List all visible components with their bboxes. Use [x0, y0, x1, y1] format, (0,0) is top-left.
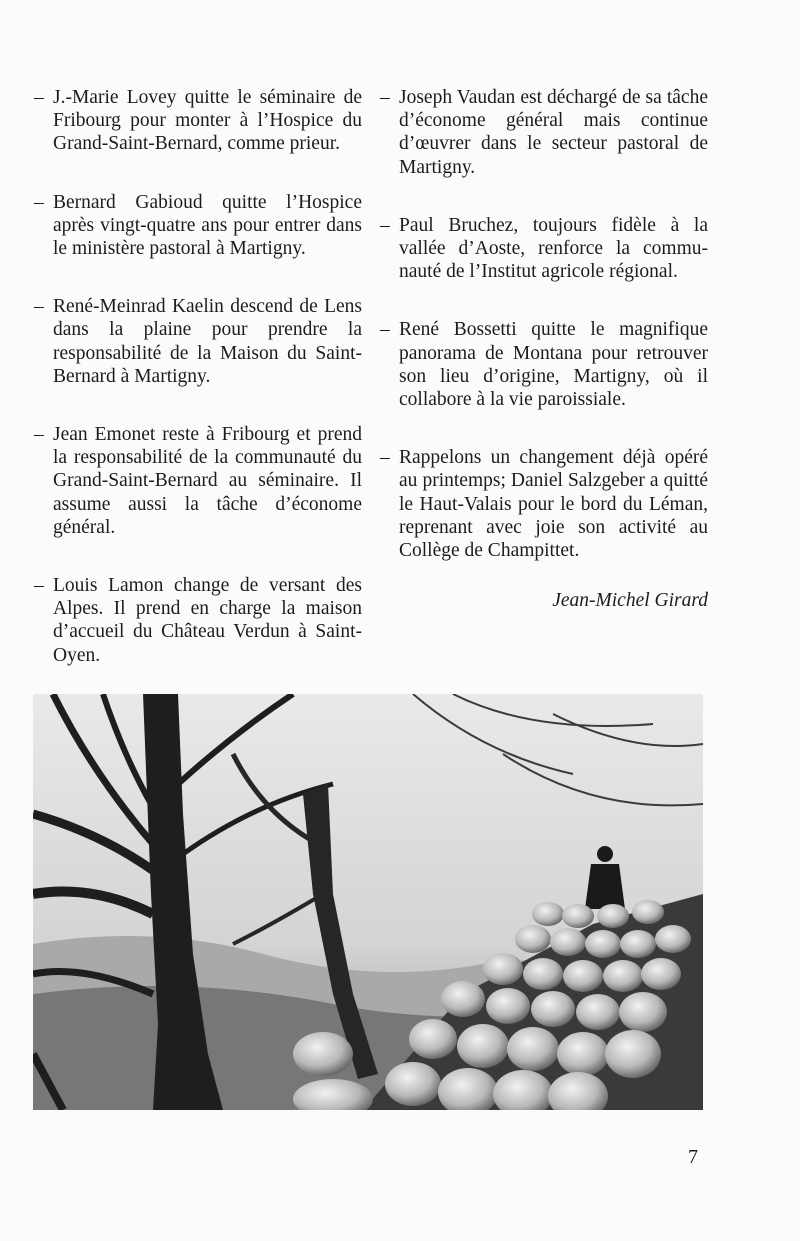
shepherd-sheep-photo — [33, 694, 703, 1110]
item-text: Jean Emonet reste à Fribourg et prend la responsabilité de la communauté du Grand-Saint-Bernard au séminaire. Il assume aussi la tâche d’économe général. — [53, 424, 362, 538]
page-number: 7 — [688, 1146, 698, 1168]
item-text: Louis Lamon change de versant des Alpes. Il prend en charge la maison d’accueil du Château Verdun à Saint-Oyen. — [53, 575, 362, 666]
left-column — [34, 86, 362, 702]
photo-illustration — [33, 694, 703, 1110]
list-item — [34, 86, 362, 156]
list-item — [380, 214, 708, 284]
right-column — [380, 86, 708, 612]
list-item — [380, 318, 708, 411]
item-dash: – — [380, 447, 390, 469]
list-item — [380, 86, 708, 179]
item-dash: – — [380, 214, 390, 236]
item-dash: – — [380, 87, 390, 108]
item-text: René Bossetti quitte le magnifique panorama de Montana pour retrouver son lieu d’origine, Martigny, où il collabore à la vie paroissiale. — [399, 319, 708, 411]
list-item — [34, 191, 362, 261]
item-text: J.-Marie Lovey quitte le séminaire de Fribourg pour monter à l’Hospice du Grand-Saint-Bernard, comme prieur. — [53, 87, 362, 155]
item-dash: – — [34, 296, 44, 318]
list-item — [34, 574, 362, 667]
item-dash: – — [34, 575, 44, 597]
author-signature: Jean-Michel Girard — [552, 590, 708, 612]
list-item — [380, 446, 708, 562]
item-text: Joseph Vaudan est déchargé de sa tâche d’économe général mais continue d’œuvrer dans le secteur pastoral de Martigny. — [399, 87, 708, 178]
item-dash: – — [34, 191, 44, 213]
list-item — [34, 423, 362, 539]
list-item — [34, 295, 362, 388]
item-dash: – — [34, 424, 44, 446]
item-dash: – — [380, 319, 390, 341]
item-text: Paul Bruchez, toujours fidèle à la vallée d’Aoste, renforce la communauté de l’Institut agricole régional. — [399, 214, 708, 283]
item-text: Rappelons un changement déjà opéré au printemps; Daniel Salzgeber a quitté le Haut-Valais pour le bord du Léman, reprenant avec joie son activité au Collège de Champittet. — [399, 447, 708, 562]
item-text: René-Meinrad Kaelin descend de Lens dans la plaine pour prendre la responsabilité de la Maison du Saint-Bernard à Martigny. — [53, 296, 362, 387]
item-text: Bernard Gabioud quitte l’Hospice après vingt-quatre ans pour entrer dans le ministère pastoral à Martigny. — [53, 191, 362, 260]
item-dash: – — [34, 87, 44, 108]
